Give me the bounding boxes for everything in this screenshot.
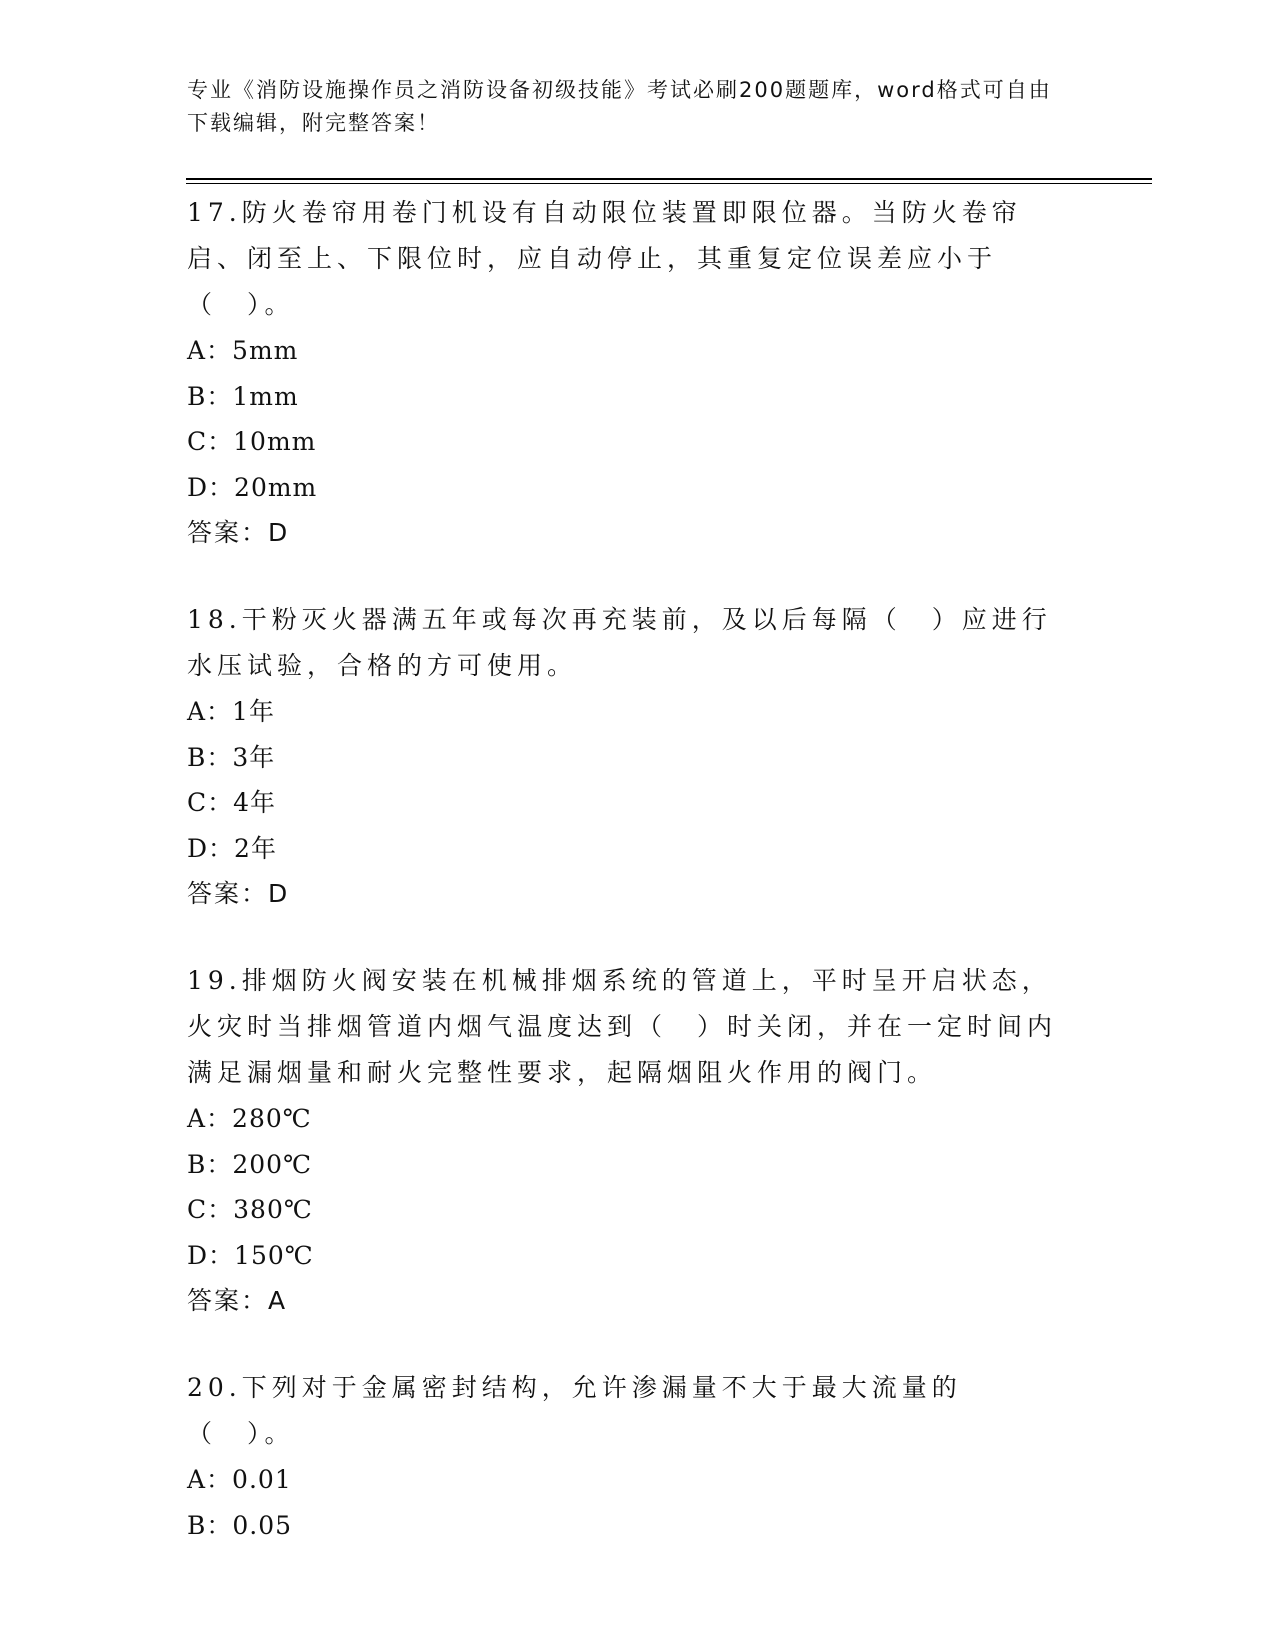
question-20 (187, 1365, 1087, 1548)
option-d: D：20mm (187, 472, 318, 502)
option-a: A：5mm (187, 336, 299, 365)
option-d: D：2年 (187, 833, 277, 863)
question-17 (187, 190, 1087, 555)
question-stem: 19.排烟防火阀安装在机械排烟系统的管道上，平时呈开启状态，火灾时当排烟管道内烟气温度达到（ ）时关闭，并在一定时间内满足漏烟量和耐火完整性要求，起隔烟阻火作用的阀门。 (187, 966, 1058, 1087)
header-divider-thin (186, 183, 1152, 184)
option-b: B：3年 (187, 742, 276, 772)
document-header: 专业《消防设施操作员之消防设备初级技能》考试必刷200题题库，word格式可自由下载编辑，附完整答案！ (187, 78, 1052, 135)
question-stem: 18.干粉灭火器满五年或每次再充装前，及以后每隔（ ）应进行水压试验，合格的方可使用。 (187, 605, 1052, 680)
option-b: B：0.05 (187, 1510, 293, 1540)
question-stem: 17.防火卷帘用卷门机设有自动限位装置即限位器。当防火卷帘启、闭至上、下限位时，应自动停止，其重复定位误差应小于（ ）。 (187, 198, 1022, 319)
header-divider-thick (186, 178, 1152, 180)
option-b: B：1mm (187, 381, 299, 411)
option-c: C：10mm (187, 427, 317, 456)
option-d: D：150℃ (187, 1240, 314, 1270)
answer-line: 答案：D (187, 518, 290, 547)
option-b: B：200℃ (187, 1149, 313, 1179)
option-c: C：380℃ (187, 1195, 313, 1224)
option-a: A：1年 (187, 697, 275, 726)
question-18 (187, 597, 1087, 916)
answer-line: 答案：A (187, 1286, 288, 1315)
question-stem: 20.下列对于金属密封结构，允许渗漏量不大于最大流量的（ ）。 (187, 1373, 962, 1448)
option-c: C：4年 (187, 788, 277, 817)
option-a: A：0.01 (187, 1465, 292, 1494)
question-list (187, 190, 1087, 1590)
question-19 (187, 958, 1087, 1323)
answer-line: 答案：D (187, 879, 290, 908)
option-a: A：280℃ (187, 1104, 312, 1133)
